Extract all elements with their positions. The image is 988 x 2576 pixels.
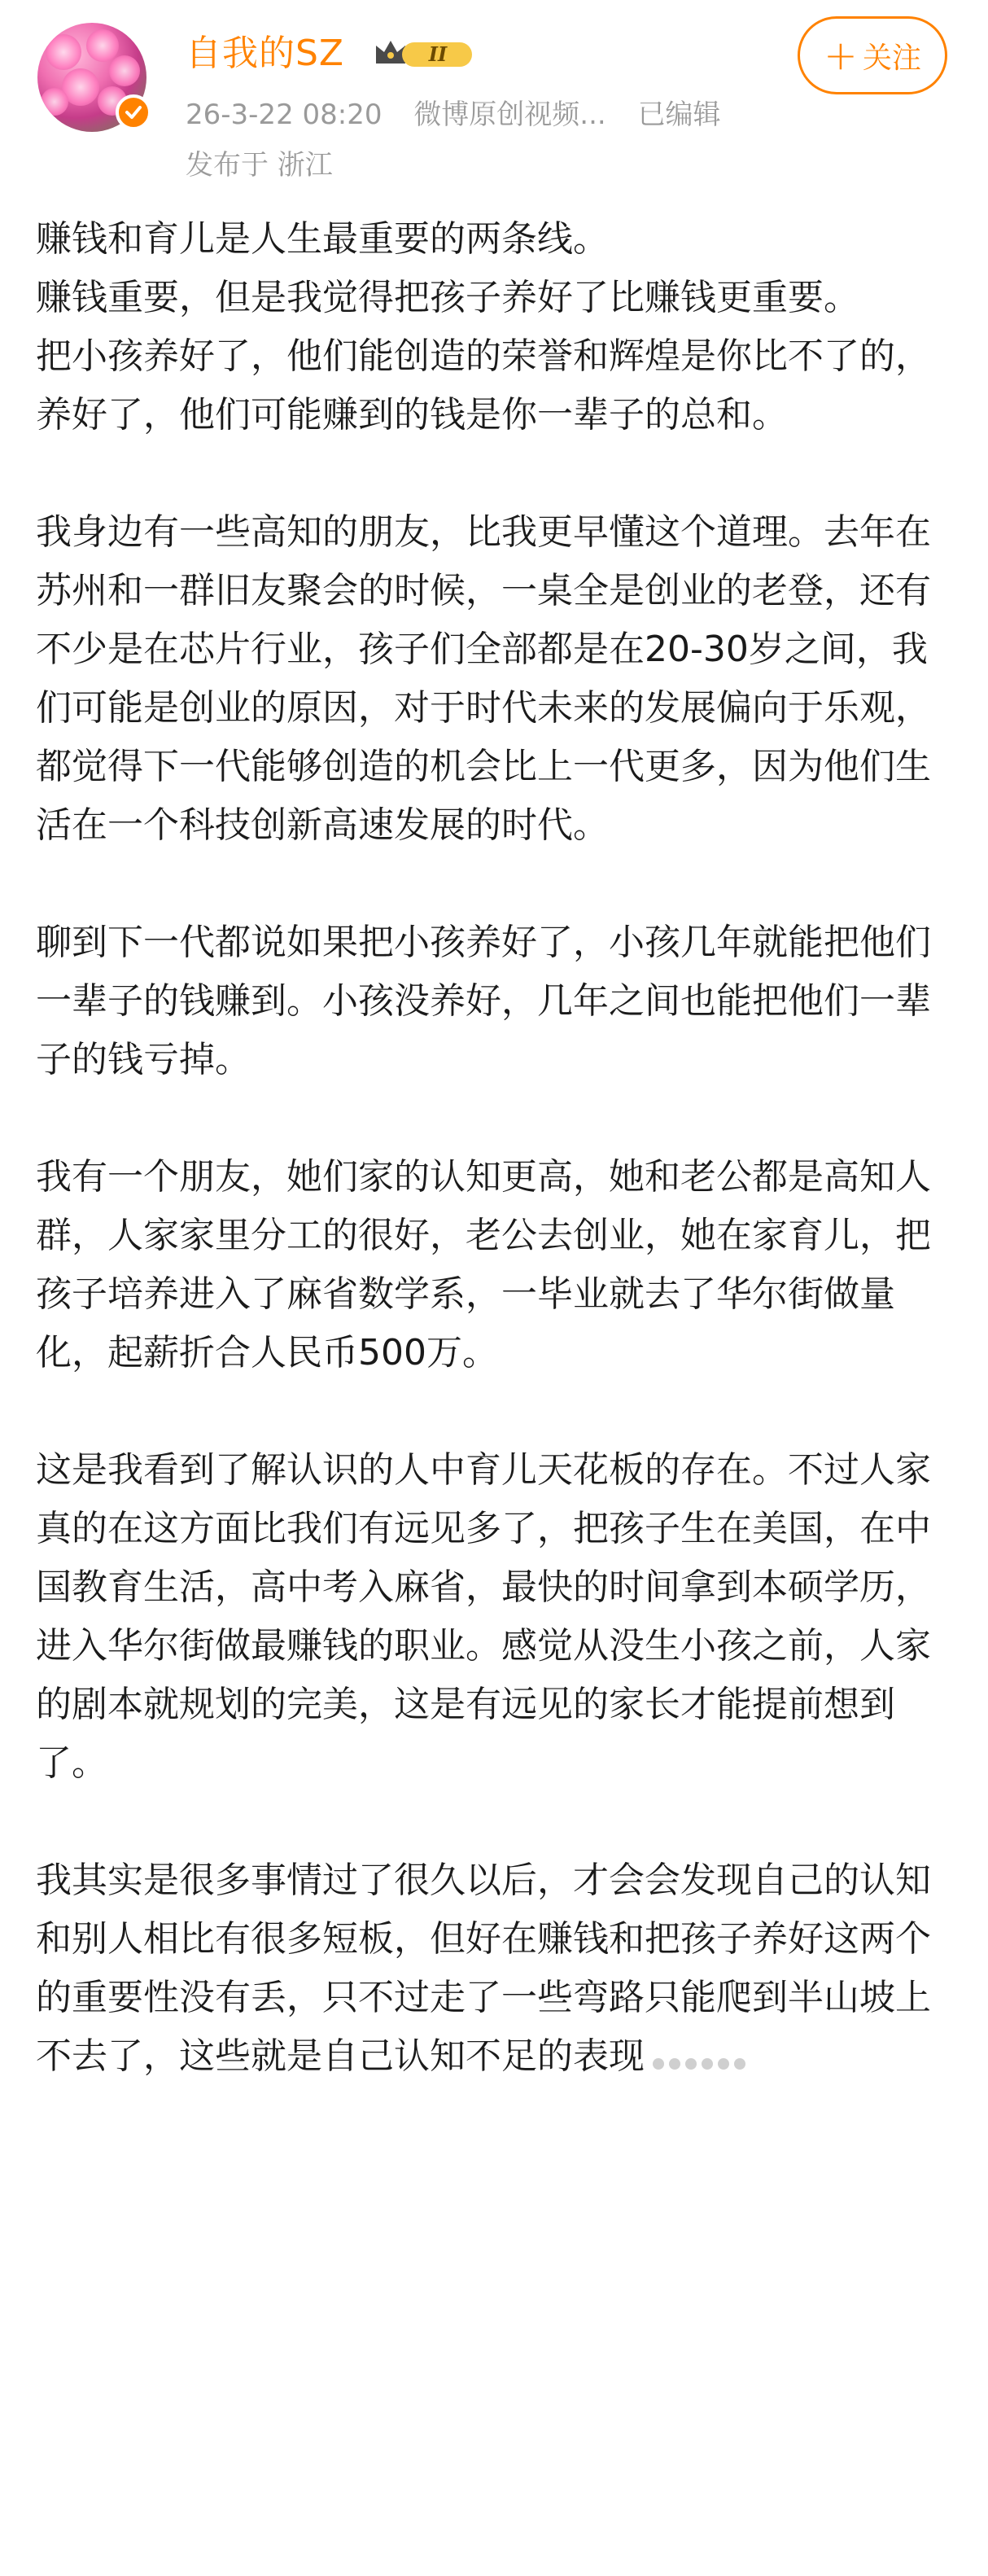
post-time: 26-3-22 08:20 xyxy=(186,99,383,131)
paragraph-last xyxy=(36,1851,955,2088)
plus-icon: + xyxy=(824,32,858,79)
post-meta xyxy=(186,96,744,134)
post-header xyxy=(0,0,988,195)
verified-badge-icon xyxy=(116,94,151,130)
more-dots-icon[interactable] xyxy=(653,2029,750,2088)
paragraph: 赚钱和育儿是人生最重要的两条线。 赚钱重要，但是我觉得把孩子养好了比赚钱更重要。 把小孩养好了，他们能创造的荣誉和辉煌是你比不了的，养好了，他们可能赚到的钱是你一辈子的总和。 xyxy=(36,218,931,436)
follow-label: 关注 xyxy=(862,41,921,75)
paragraph-text: 我其实是很多事情过了很久以后，才会会发现自己的认知和别人相比有很多短板，但好在赚钱和把孩子养好这两个的重要性没有丢，只不过走了一些弯路只能爬到半山坡上不去了，这些就是自己认知不足的表现 xyxy=(36,1860,931,2077)
paragraph: 这是我看到了解认识的人中育儿天花板的存在。不过人家真的在这方面比我们有远见多了，把孩子生在美国，在中国教育生活，高中考入麻省，最快的时间拿到本硕学历，进入华尔街做最赚钱的职业。感觉从没生小孩之前，人家的剧本就规划的完美，这是有远见的家长才能提前想到了。 xyxy=(36,1449,931,1784)
paragraph: 我有一个朋友，她们家的认知更高，她和老公都是高知人群，人家家里分工的很好，老公去创业，她在家育儿，把孩子培养进入了麻省数学系，一毕业就去了华尔街做量化，起薪折合人民币500万。 xyxy=(36,1156,931,1373)
author-name[interactable]: 自我的SZ xyxy=(186,33,345,74)
paragraph: 聊到下一代都说如果把小孩养好了，小孩几年就能把他们一辈子的钱赚到。小孩没养好，几年之间也能把他们一辈子的钱亏掉。 xyxy=(36,922,931,1080)
vip-level: II xyxy=(428,42,448,66)
post-source[interactable]: 微博原创视频... xyxy=(413,99,606,131)
post-content xyxy=(36,210,955,2088)
paragraph: 我身边有一些高知的朋友，比我更早懂这个道理。去年在苏州和一群旧友聚会的时候，一桌全是创业的老登，还有不少是在芯片行业，孩子们全部都是在20-30岁之间，我们可能是创业的原因，对于时代未来的发展偏向于乐观，都觉得下一代能够创造的机会比上一代更多，因为他们生活在一个科技创新高速发展的时代。 xyxy=(36,511,931,846)
vip-crown-badge-icon xyxy=(373,36,477,72)
edited-label[interactable]: 已编辑 xyxy=(637,99,721,131)
post-location: 发布于 浙江 xyxy=(186,149,333,182)
follow-button[interactable] xyxy=(798,16,947,94)
